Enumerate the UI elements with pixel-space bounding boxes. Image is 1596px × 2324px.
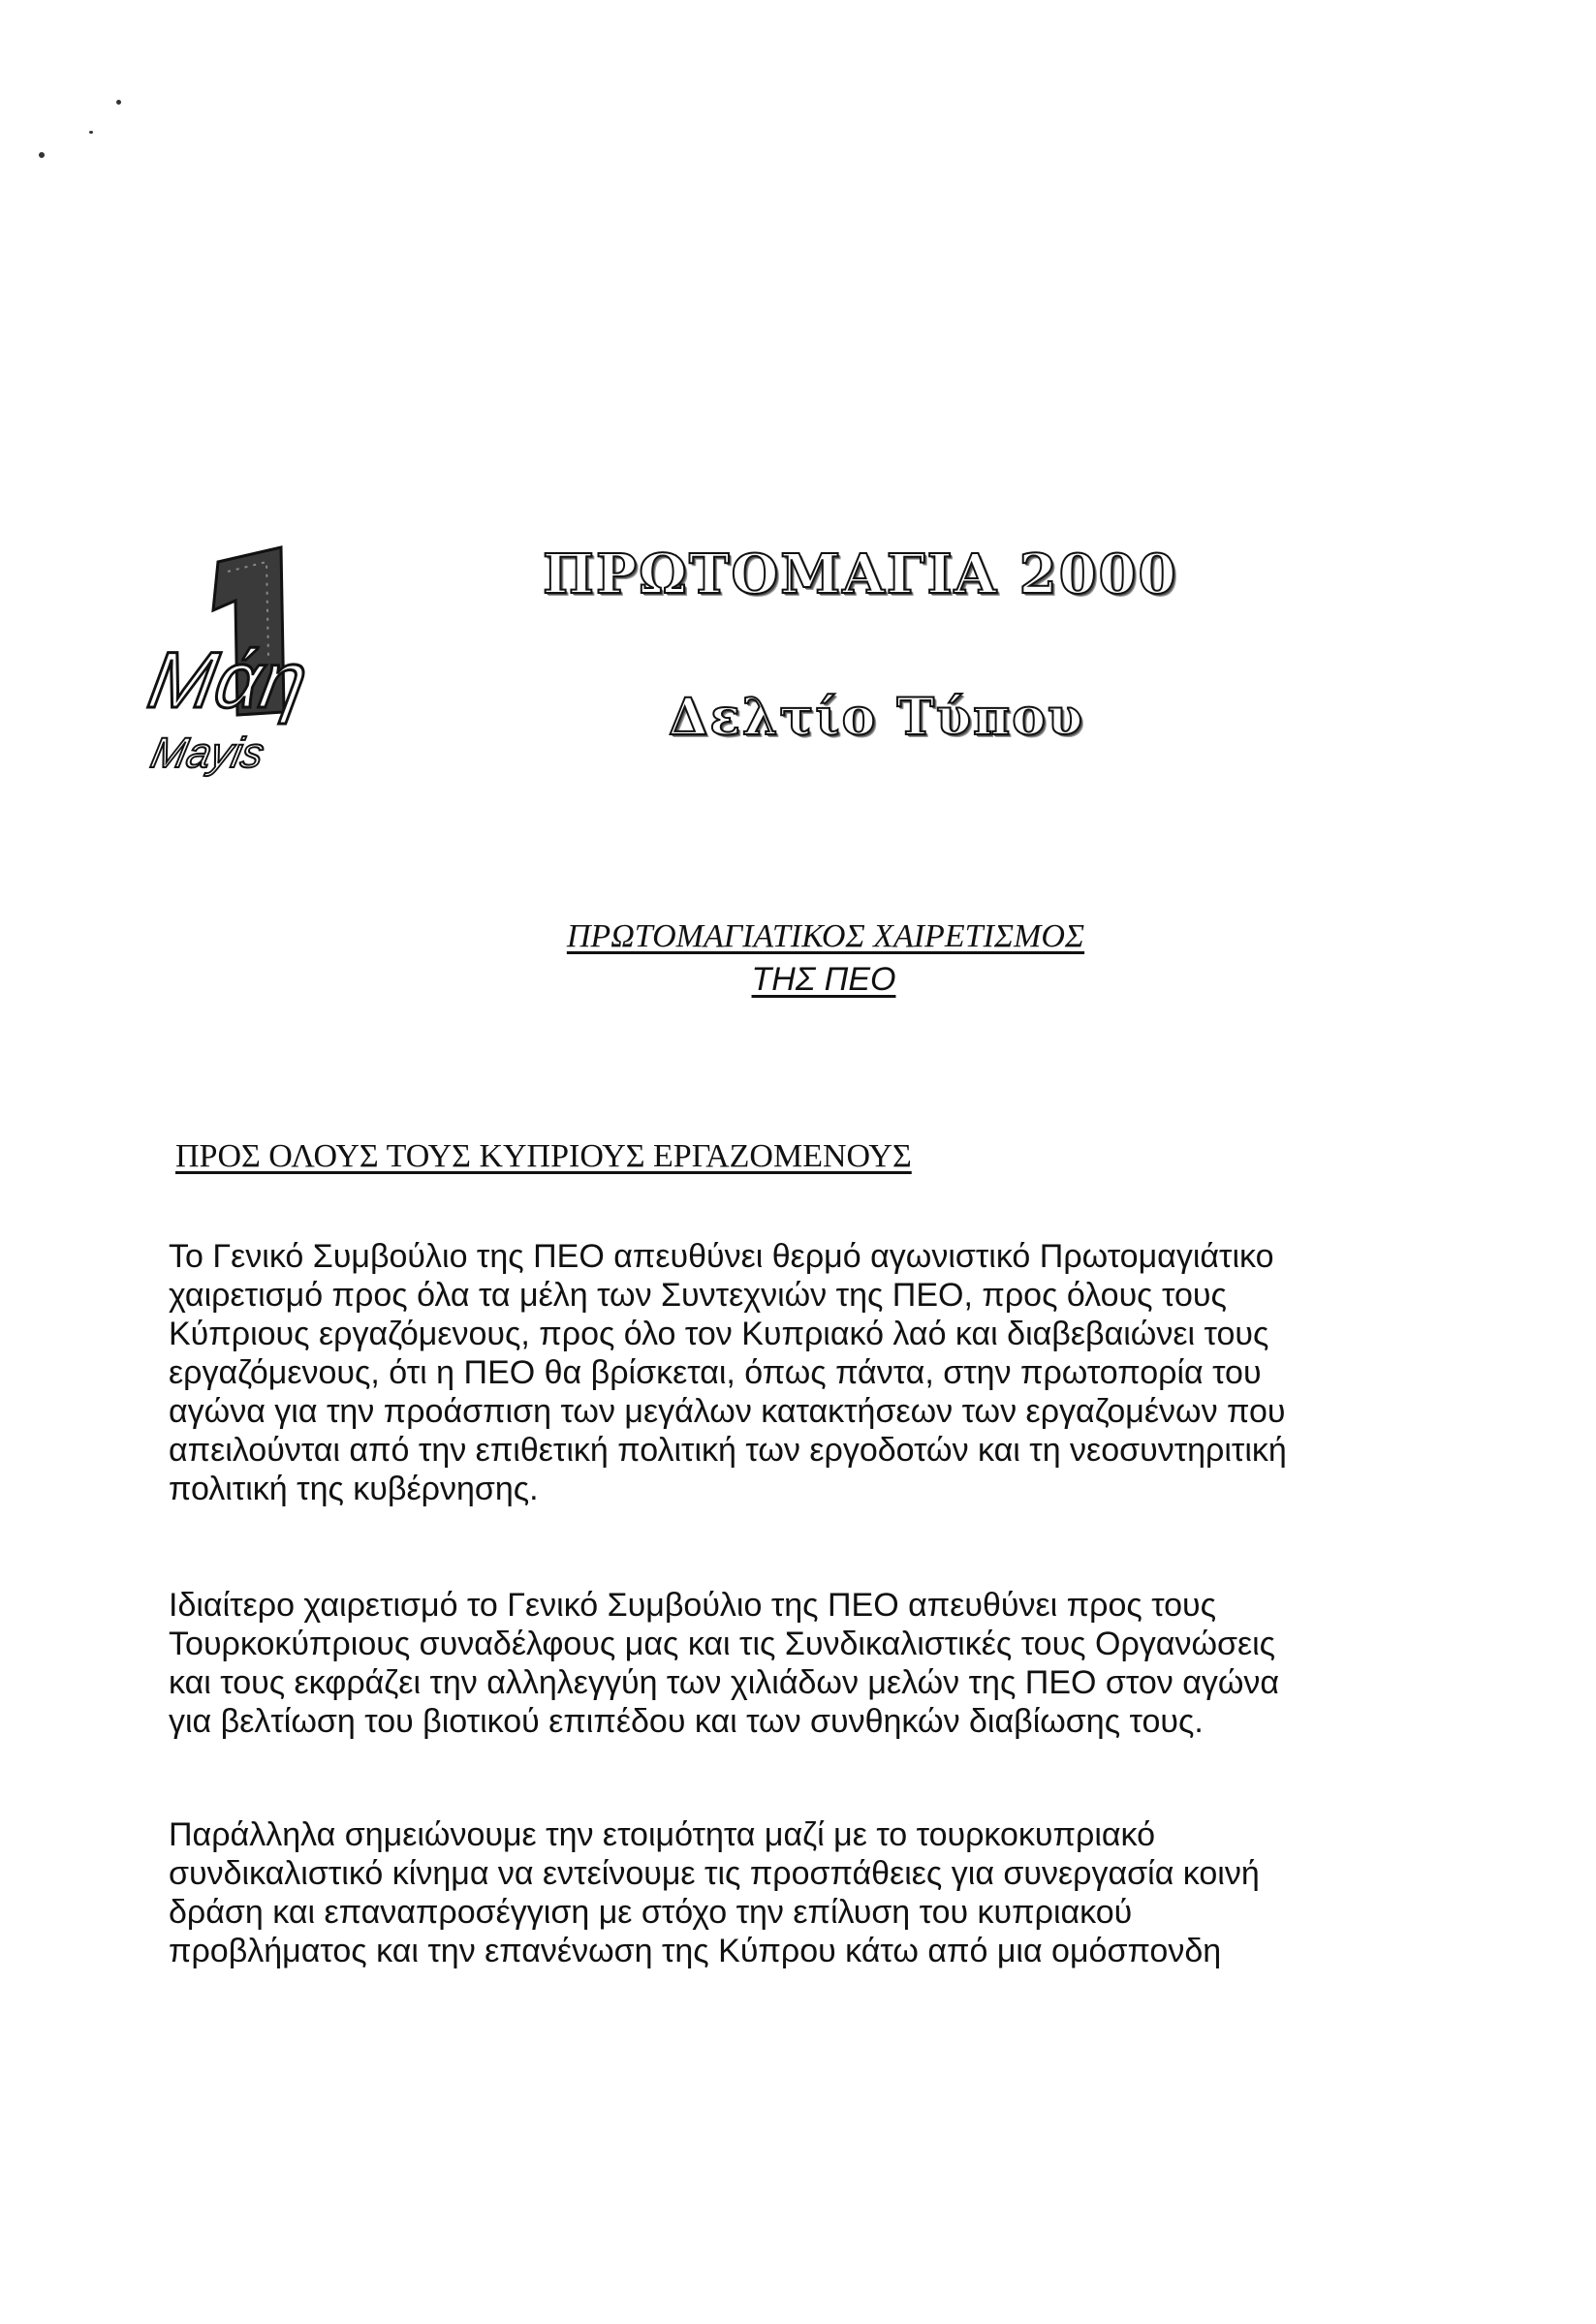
press-release-label: Δελτίο Τύπου bbox=[669, 688, 1084, 747]
text-line: χαιρετισμό προς όλα τα μέλη των Συντεχνιών της ΠΕΟ, προς όλους τους bbox=[169, 1277, 1227, 1314]
text-line: Κύπριους εργαζόμενους, προς όλο τον Κυπριακό λαό και διαβεβαιώνει τους bbox=[169, 1316, 1269, 1352]
text-line: Τουρκοκύπριους συναδέλφους μας και τις Συνδικαλιστικές τους Οργανώσεις bbox=[169, 1626, 1276, 1662]
document-title: ΠΡΩΤΟΜΑΓΙΑ 2000 bbox=[543, 542, 1178, 606]
salutation: ΠΡΟΣ ΟΛΟΥΣ ΤΟΥΣ ΚΥΠΡΙΟΥΣ ΕΡΓΑΖΟΜΕΝΟΥΣ bbox=[175, 1138, 912, 1174]
text-line: Το Γενικό Συμβούλιο της ΠΕΟ απευθύνει θερμό αγωνιστικό Πρωτομαγιάτικο bbox=[169, 1238, 1274, 1275]
greeting-heading-line2: ΤΗΣ ΠΕΟ bbox=[751, 961, 896, 998]
body-paragraph bbox=[169, 1237, 1467, 1508]
logo-word-mayis: Mayis bbox=[146, 729, 268, 777]
text-line: Παράλληλα σημειώνουμε την ετοιμότητα μαζί με το τουρκοκυπριακό bbox=[169, 1816, 1156, 1853]
scan-speck bbox=[89, 131, 93, 134]
text-line: προβλήματος και την επανένωση της Κύπρου κάτω από μια ομόσπονδη bbox=[169, 1933, 1222, 1969]
text-line: αγώνα για την προάσπιση των μεγάλων κατακτήσεων των εργαζομένων που bbox=[169, 1393, 1286, 1430]
text-line: εργαζόμενους, ότι η ΠΕΟ θα βρίσκεται, όπως πάντα, στην πρωτοπορία του bbox=[169, 1354, 1262, 1391]
text-line: απειλούνται από την επιθετική πολιτική των εργοδοτών και τη νεοσυντηριτική bbox=[169, 1432, 1287, 1469]
text-line: πολιτική της κυβέρνησης. bbox=[169, 1471, 539, 1507]
scan-speck bbox=[116, 100, 121, 105]
text-line: για βελτίωση του βιοτικού επιπέδου και των συνθηκών διαβίωσης τους. bbox=[169, 1703, 1204, 1740]
text-line: συνδικαλιστικό κίνημα να εντείνουμε τις προσπάθειες για συνεργασία κοινή bbox=[169, 1855, 1260, 1892]
greeting-heading-line1: ΠΡΩΤΟΜΑΓΙΑΤΙΚΟΣ ΧΑΙΡΕΤΙΣΜΟΣ bbox=[566, 918, 1085, 954]
text-line: και τους εκφράζει την αλληλεγγύη των χιλιάδων μελών της ΠΕΟ στον αγώνα bbox=[169, 1664, 1280, 1701]
body-paragraph bbox=[169, 1815, 1467, 1970]
may-day-logo bbox=[141, 542, 392, 785]
text-line: δράση και επαναπροσέγγιση με στόχο την επίλυση του κυπριακού bbox=[169, 1894, 1133, 1931]
scan-speck bbox=[39, 152, 45, 158]
logo-word-may-greek: Μάη bbox=[141, 635, 314, 725]
text-line: Ιδιαίτερο χαιρετισμό το Γενικό Συμβούλιο της ΠΕΟ απευθύνει προς τους bbox=[169, 1587, 1217, 1624]
body-paragraph bbox=[169, 1586, 1467, 1741]
